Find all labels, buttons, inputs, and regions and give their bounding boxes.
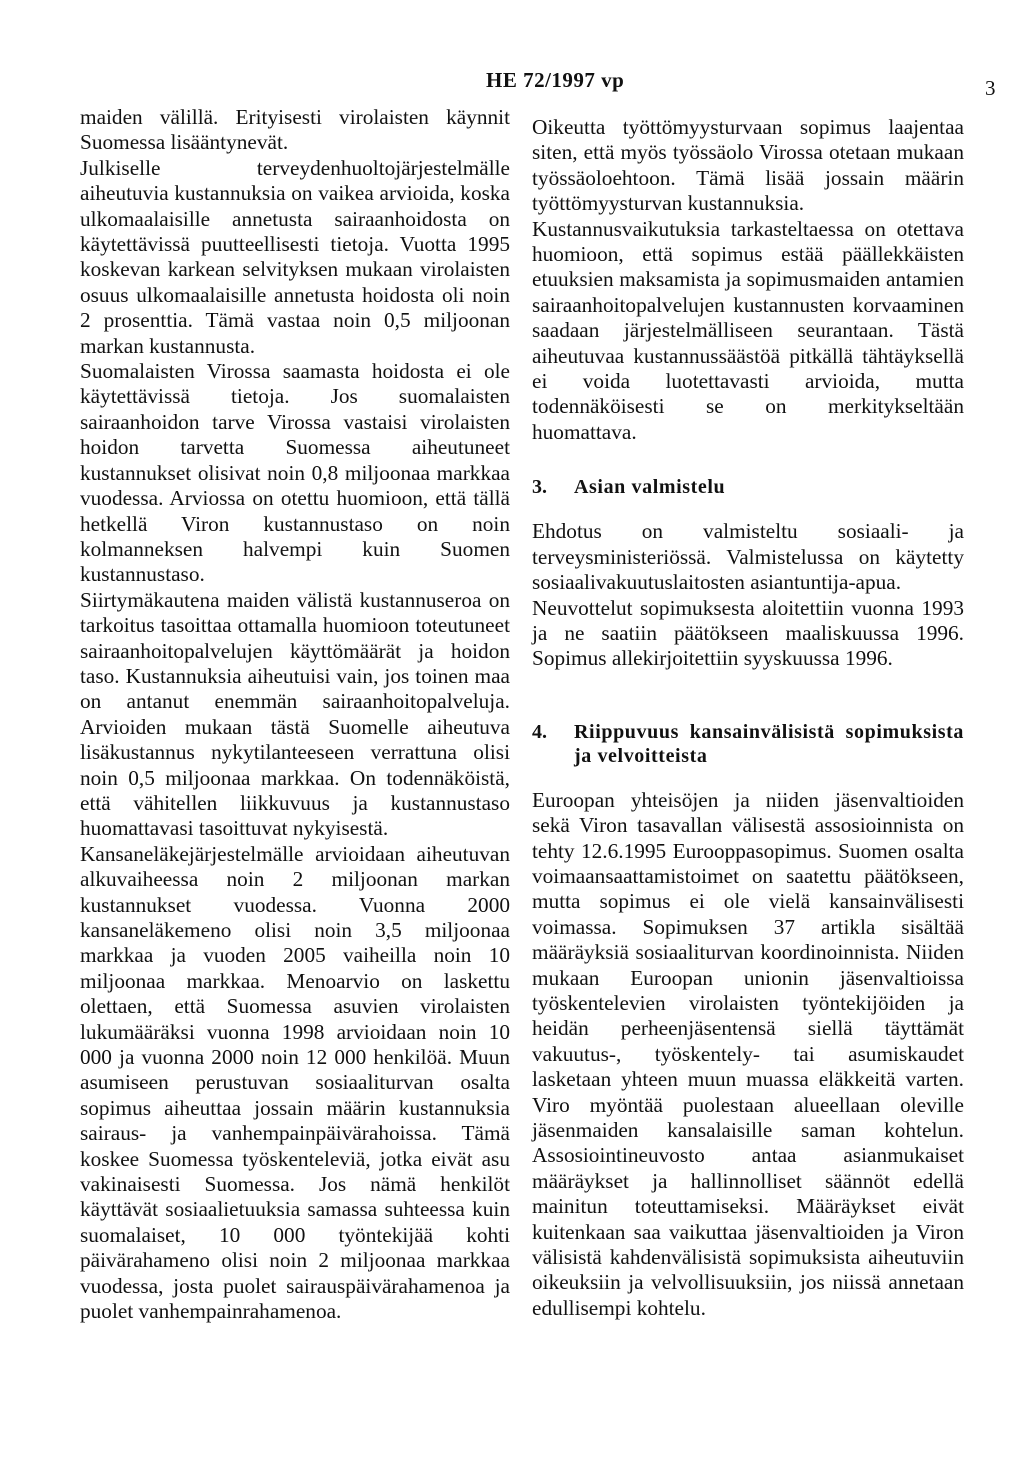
section-title: Asian valmistelu	[574, 476, 726, 499]
paragraph: Siirtymäkautena maiden välistä kustannuseroa on tarkoitus tasoittaa ottamalla huomioon toteutuneet sairaanhoitopalvelujen käyttömäärät ja hoidon taso. Kustannuksia aiheutuisi vain, jos toinen maa on antanut enemmän sairaanhoitopalveluja. Arvioiden mukaan tästä Suomelle aiheutuva lisäkustannus nykytilanteeseen verrattuna olisi noin 0,5 miljoonaa markkaa. On todennäköistä, että vähitellen liikkuvuus ja kustannustaso huomattavasi tasoittuvat nykyisestä.	[80, 587, 510, 841]
paragraph: maiden välillä. Erityisesti virolaisten käynnit Suomessa lisääntynevät.	[80, 105, 510, 155]
left-column	[80, 105, 510, 1325]
page-number: 3	[985, 76, 996, 100]
paragraph: Suomalaisten Virossa saamasta hoidosta ei ole käytettävissä tietoja. Jos suomalaisten sairaanhoidon tarve Virossa vastaisi virolaisten hoidon tarvetta Suomessa aiheutuneet kustannukset olisivat noin 0,8 miljoonaa markkaa vuodessa. Arviossa on otettu huomioon, että tällä hetkellä Viron kustannustaso on noin kolmanneksen halvempi kuin Suomen kustannustaso.	[80, 359, 510, 587]
section-title: Riippuvuus kansainvälisistä sopimuksista ja velvoitteista	[574, 720, 964, 767]
section-number: 3.	[532, 476, 547, 499]
paragraph: Euroopan yhteisöjen ja niiden jäsenvaltioiden sekä Viron tasavallan välisestä assosioinnista on tehty 12.6.1995 Eurooppasopimus. Suomen osalta voimaansaattamistoimet on saatettu päätökseen, mutta sopimus ei ole vielä kansainvälisesti voimassa. Sopimuksen 37 artikla sisältää määräyksiä sosiaaliturvan koordinoinnista. Niiden mukaan Euroopan unionin jäsenvaltioissa työskentelevien virolaisten työntekijöiden ja heidän perheenjäsentensä siellä täyttämät vakuutus-, työskentely- tai asumiskaudet lasketaan yhteen muun muassa eläkkeitä varten. Viro myöntää puolestaan alueellaan oleville jäsenmaiden kansalaisille saman kohtelun. Assosiointineuvosto antaa asianmukaiset määräykset ja hallinnolliset säännöt edellä mainitun toteuttamiseksi. Määräykset eivät kuitenkaan saa vaikuttaa jäsenvaltioiden ja Viron välisistä kahdenvälisistä sopimuksista aiheutuviin oikeuksiin ja velvollisuuksiin, jos niissä annetaan edullisempi kohtelu.	[532, 787, 964, 1320]
section-number: 4.	[532, 720, 547, 743]
paragraph: Kansaneläkejärjestelmälle arvioidaan aiheutuvan alkuvaiheessa noin 2 miljoonan markan kustannukset vuodessa. Vuonna 2000 kansaneläkemeno olisi noin 3,5 miljoonaa markkaa ja vuoden 2005 vaiheilla noin 10 miljoonaa markkaa. Menoarvio on laskettu olettaen, että Suomessa asuvien virolaisten lukumääräksi vuonna 1998 arvioidaan noin 10 000 ja vuonna 2000 noin 12 000 henkilöä. Muun asumiseen perustuvan sosiaaliturvan osalta sopimus aiheuttaa jossain määrin kustannuksia sairaus- ja vanhempainpäivärahoissa. Tämä koskee Suomessa työskenteleviä, jotka eivät asu vakinaisesti Suomessa. Jos nämä henkilöt käyttävät sosiaalietuuksia samassa suhteessa kuin suomalaiset, 10 000 työntekijää kohti päivärahameno olisi noin 2 miljoonaa markkaa vuodessa, josta puolet sairauspäivärahamenoa ja puolet vanhempainrahamenoa.	[80, 841, 510, 1324]
section-heading-3	[532, 475, 964, 499]
paragraph: Julkiselle terveydenhuoltojärjestelmälle aiheutuvia kustannuksia on vaikea arvioida, koska ulkomaalaisille annetusta sairaanhoidosta on käytettävissä puutteellisesti tietoja. Vuotta 1995 koskevan karkean selvityksen mukaan virolaisten osuus ulkomaalaisille annetusta hoidosta oli noin 2 prosenttia. Tämä vastaa noin 0,5 miljoonan markan kustannusta.	[80, 155, 510, 358]
document-id: HE 72/1997 vp	[486, 68, 625, 92]
page-header	[0, 68, 1024, 108]
paragraph: Kustannusvaikutuksia tarkasteltaessa on otettava huomioon, että sopimus estää päällekkäisten etuuksien maksamista ja sopimusmaiden antamien sairaanhoitopalvelujen kustannusten korvaaminen saadaan järjestelmälliseen seurantaan. Tästä aiheutuvaa kustannussäästöä pitkällä tähtäyksellä ei voida luotettavasti arvioida, mutta todennäköisesti se on merkitykseltään huomattava.	[532, 216, 964, 444]
paragraph: Neuvottelut sopimuksesta aloitettiin vuonna 1993 ja ne saatiin päätökseen maaliskuussa 1996. Sopimus allekirjoitettiin syyskuussa 1996.	[532, 595, 964, 671]
section-heading-4	[532, 720, 964, 768]
right-column	[532, 115, 964, 1321]
paragraph: Ehdotus on valmisteltu sosiaali- ja terveysministeriössä. Valmistelussa on käytetty sosiaalivakuutuslaitosten asiantuntija-apua.	[532, 519, 964, 595]
paragraph: Oikeutta työttömyysturvaan sopimus laajentaa siten, että myös työssäolo Virossa otetaan mukaan työssäoloehtoon. Tämä lisää jossain määrin työttömyysturvan kustannuksia.	[532, 115, 964, 216]
